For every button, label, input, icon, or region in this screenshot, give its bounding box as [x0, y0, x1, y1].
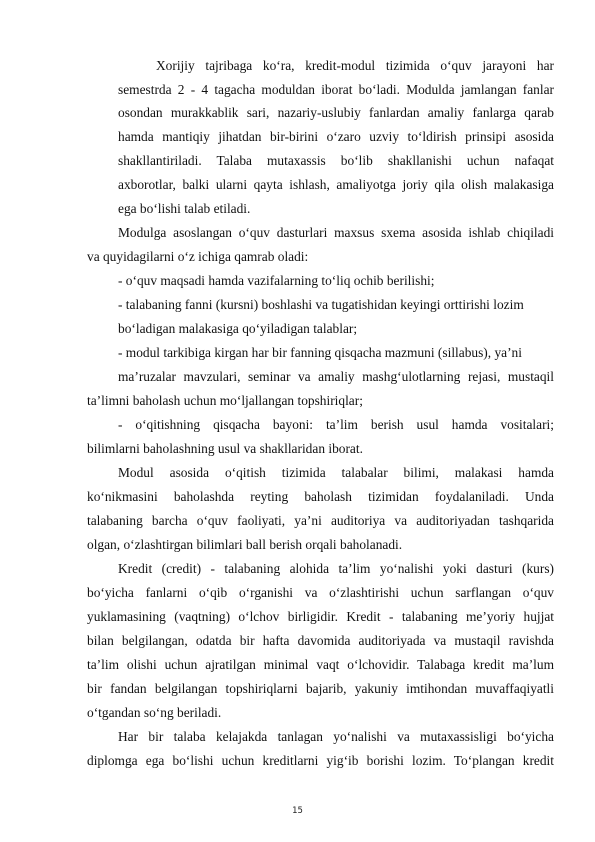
list-item: bilimlarni baholashning usul va shakllaridan iborat.	[87, 441, 363, 456]
list-item: - modul tarkibiga kirgan har bir fanning qisqacha mazmuni (sillabus), yaʼni	[118, 345, 522, 360]
paragraph-line: bir fandan belgilangan topshiriqlarni bajarib, yakuniy imtihondan muvaffaqiyatli	[87, 681, 554, 696]
paragraph-line: axborotlar, balki ularni qayta ishlash, amaliyotga joriy qila olish malakasiga	[118, 177, 554, 192]
list-item: - talabaning fanni (kursni) boshlashi va tugatishidan keyingi orttirishi lozim	[118, 297, 524, 312]
paragraph-line: hamda mantiqiy jihatdan bir-birini oʻzaro uzviy toʻldirish prinsipi asosida	[118, 129, 554, 144]
paragraph-line: bilan belgilangan, odatda bir hafta davomida auditoriyada va mustaqil ravishda	[87, 633, 554, 648]
paragraph-line: diplomga ega boʻlishi uchun kreditlarni yigʻib borishi lozim. Toʻplangan kredit	[87, 753, 554, 768]
list-item: taʼlimni baholash uchun moʻljallangan topshiriqlar;	[87, 393, 363, 408]
paragraph-line: Modul asosida oʻqitish tizimida talabalar bilimi, malakasi hamda	[118, 465, 554, 480]
paragraph-line: osondan murakkablik sari, nazariy-uslubiy fanlardan amaliy fanlarga qarab	[118, 105, 554, 120]
page-number: 15	[292, 806, 303, 816]
paragraph-line: va quyidagilarni oʻz ichiga qamrab oladi:	[87, 249, 309, 264]
paragraph-line: talabaning barcha oʻquv faoliyati, yaʼni auditoriya va auditoriyadan tashqarida	[87, 513, 554, 528]
paragraph-line: yuklamasining (vaqtning) oʻlchov birligidir. Kredit - talabaning meʼyoriy hujjat	[87, 609, 554, 624]
paragraph-line: oʻtgandan soʻng beriladi.	[87, 705, 222, 720]
list-item: maʼruzalar mavzulari, seminar va amaliy mashgʻulotlarning rejasi, mustaqil	[118, 369, 554, 384]
paragraph-line: shakllantiriladi. Talaba mutaxassis boʻlib shakllanishi uchun nafaqat	[118, 153, 554, 168]
list-item: boʻladigan malakasiga qoʻyiladigan talablar;	[118, 321, 358, 336]
paragraph-line: Xorijiy tajribaga koʻra, kredit-modul tizimida oʻquv jarayoni har	[156, 58, 554, 73]
paragraph-line: olgan, oʻzlashtirgan bilimlari ball berish orqali baholanadi.	[87, 537, 403, 552]
paragraph-line: Kredit (credit) - talabaning alohida taʼlim yoʻnalishi yoki dasturi (kurs)	[118, 561, 554, 576]
paragraph-line: ega boʻlishi talab etiladi.	[118, 201, 251, 216]
paragraph-line: semestrda 2 - 4 tagacha moduldan iborat boʻladi. Modulda jamlangan fanlar	[118, 82, 554, 97]
paragraph-line: koʻnikmasini baholashda reyting baholash tizimidan foydalaniladi. Unda	[87, 489, 554, 504]
list-item: - oʻquv maqsadi hamda vazifalarning toʻliq ochib berilishi;	[118, 273, 435, 288]
paragraph-line: taʼlim olishi uchun ajratilgan minimal vaqt oʻlchovidir. Talabaga kredit maʼlum	[87, 657, 554, 672]
paragraph-line: Modulga asoslangan oʻquv dasturlari maxsus sxema asosida ishlab chiqiladi	[118, 225, 554, 240]
list-item: - oʻqitishning qisqacha bayoni: taʼlim berish usul hamda vositalari;	[118, 417, 554, 432]
paragraph-line: Har bir talaba kelajakda tanlagan yoʻnalishi va mutaxassisligi boʻyicha	[118, 729, 554, 744]
paragraph-line: boʻyicha fanlarni oʻqib oʻrganishi va oʻzlashtirishi uchun sarflangan oʻquv	[87, 585, 554, 600]
